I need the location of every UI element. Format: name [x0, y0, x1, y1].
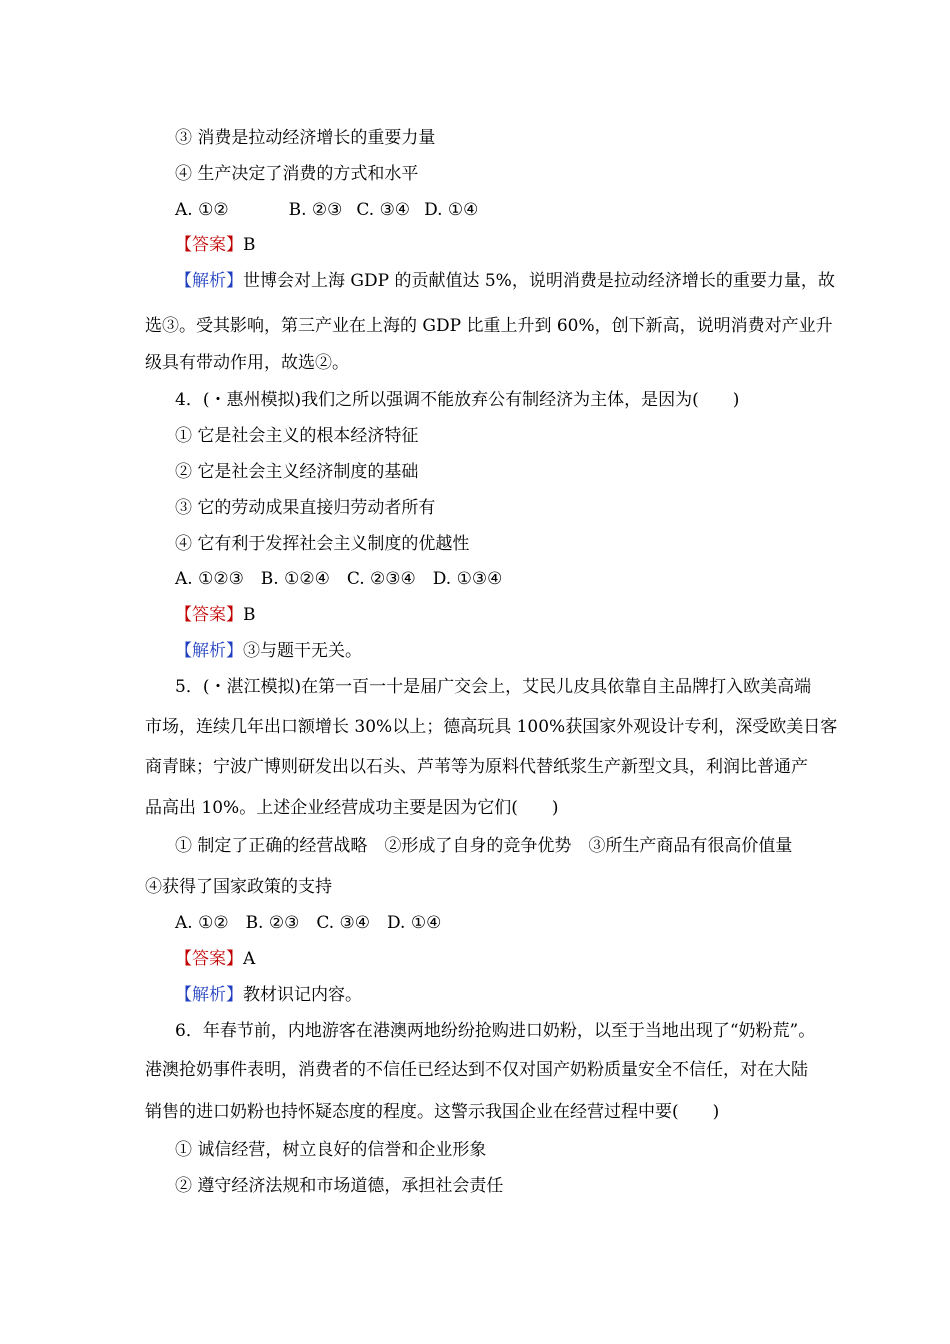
- analysis-tag: 【解析】: [175, 641, 243, 661]
- answer-tag: 【答案】: [175, 949, 243, 969]
- q5-analysis-text: 教材识记内容。: [243, 985, 362, 1005]
- q5-analysis: [175, 984, 362, 1006]
- answer-tag: 【答案】: [175, 235, 243, 255]
- q5-stem-line-2: 市场，连续几年出口额增长 30%以上；德高玩具 100%获国家外观设计专利，深受欧美日客: [145, 717, 838, 737]
- q5-answer: [175, 948, 255, 970]
- q3-analysis-line-1: [175, 270, 835, 292]
- answer-tag: 【答案】: [175, 605, 243, 625]
- q4-item-2: ② 它是社会主义经济制度的基础: [175, 462, 419, 482]
- q6-item-2: ② 遵守经济法规和市场道德，承担社会责任: [175, 1176, 504, 1196]
- q3-option-b: B. ②③: [288, 200, 343, 220]
- q5-answer-value: A: [243, 949, 256, 969]
- q4-answer-value: B: [243, 605, 256, 625]
- q3-analysis-text-1: 世博会对上海 GDP 的贡献值达 5%，说明消费是拉动经济增长的重要力量，故: [243, 271, 835, 291]
- q3-answer-value: B: [243, 235, 256, 255]
- q3-options: [175, 199, 478, 221]
- q5-options: A. ①② B. ②③ C. ③④ D. ①④: [175, 913, 442, 933]
- q3-answer: [175, 234, 256, 256]
- q5-stem-line-4: 品高出 10%。上述企业经营成功主要是因为它们( ): [145, 798, 559, 818]
- q4-analysis: [175, 640, 362, 662]
- q4-item-4: ④ 它有利于发挥社会主义制度的优越性: [175, 534, 470, 554]
- analysis-tag: 【解析】: [175, 271, 243, 291]
- q4-answer: [175, 604, 256, 626]
- q4-analysis-text: ③与题干无关。: [243, 641, 362, 661]
- q4-item-3: ③ 它的劳动成果直接归劳动者所有: [175, 498, 436, 518]
- q6-stem-line-1: 6．年春节前，内地游客在港澳两地纷纷抢购进口奶粉，以至于当地出现了“奶粉荒”。: [175, 1021, 816, 1041]
- q5-stem-line-1: 5．(・湛江模拟)在第一百一十是届广交会上，艾民儿皮具依靠自主品牌打入欧美高端: [175, 677, 812, 697]
- q5-items-line-2: ④获得了国家政策的支持: [145, 877, 332, 897]
- q3-option-c: C. ③④: [356, 200, 411, 220]
- q3-analysis-line-2: 选③。受其影响，第三产业在上海的 GDP 比重上升到 60%，创下新高，说明消费对产业升: [145, 316, 833, 336]
- q3-option-d: D. ①④: [424, 200, 479, 220]
- q6-stem-line-3: 销售的进口奶粉也持怀疑态度的程度。这警示我国企业在经营过程中要( ): [145, 1102, 720, 1122]
- q6-item-1: ① 诚信经营，树立良好的信誉和企业形象: [175, 1140, 487, 1160]
- q4-options: A. ①②③ B. ①②④ C. ②③④ D. ①③④: [175, 569, 503, 589]
- q4-item-1: ① 它是社会主义的根本经济特征: [175, 426, 419, 446]
- q3-item-4: ④ 生产决定了消费的方式和水平: [175, 164, 419, 184]
- q3-analysis-line-3: 级具有带动作用，故选②。: [145, 353, 349, 373]
- analysis-tag: 【解析】: [175, 985, 243, 1005]
- q3-option-a: A. ①②: [175, 200, 229, 220]
- q4-stem: 4．(・惠州模拟)我们之所以强调不能放弃公有制经济为主体，是因为( ): [175, 390, 740, 410]
- q5-stem-line-3: 商青睐；宁波广博则研发出以石头、芦苇等为原料代替纸浆生产新型文具，利润比普通产: [145, 757, 808, 777]
- q3-item-3: ③ 消费是拉动经济增长的重要力量: [175, 128, 436, 148]
- q6-stem-line-2: 港澳抢奶事件表明，消费者的不信任已经达到不仅对国产奶粉质量安全不信任，对在大陆: [145, 1060, 808, 1080]
- q5-items-line-1: ① 制定了正确的经营战略 ②形成了自身的竞争优势 ③所生产商品有很高价值量: [175, 836, 793, 856]
